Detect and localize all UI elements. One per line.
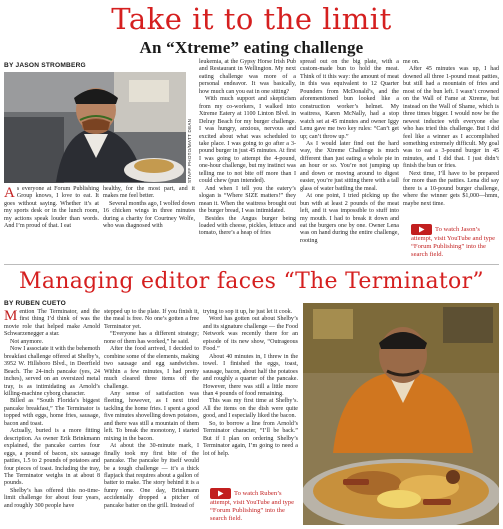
article1-column-2: [103, 186, 195, 231]
article1-promo-text: To watch Jason’s attempt, visit YouTube and type “Forum Publishing” into the search field.: [411, 226, 496, 258]
article2-col3-paragraph: trying to sop it up, he just let it cook.: [203, 309, 293, 315]
article1-col3-paragraph: And when I tell you the eatery’s slogan is “Where SIZE matters!” they mean it. When the waitress brought out the burger bread, I was intimidated.: [199, 185, 296, 215]
article1-col1-paragraph: As everyone at Forum Publishing Group knows, I love to eat. It goes without saying. Whether it’s at my sports desk or in the lunch room, my actions speak louder than words. And I’m proud of that. I eat: [4, 185, 99, 230]
youtube-icon: [210, 488, 231, 499]
article2-col2-paragraph: “Everyone has a different strategy; none of them has worked,” he said.: [104, 331, 199, 345]
article1-col2-paragraph: Several months ago, I wolfed down 16 chicken wings in three minutes during a charity for Courtney Wolfe, who was diagnosed with: [103, 200, 195, 230]
section-divider: [4, 264, 499, 265]
article2-col3-paragraph: About 40 minutes in, I threw in the towel. I finished the eggs, toast, sausage, bacon, about half the potatoes and roughly a quarter of the pancake. However, there was still a little more than 4 pounds of food remaining.: [203, 353, 298, 397]
article1-column-5: [403, 59, 499, 208]
article2-col2-paragraph: After the food arrived, I decided to combine some of the elements, making two sausage and egg sandwiches. Within a few minutes, I had pretty much cleared three items off the challenge.: [104, 346, 199, 390]
article1-col2-paragraph: healthy, for the most part, and it makes me feel better.: [103, 186, 195, 200]
article2-col1-paragraph: Mention The Terminator, and the first thing I’d think of was the movie role that helped make Arnold Schwarzenegger a star.: [4, 308, 100, 338]
article2-col2-paragraph: At about the 30-minute mark, I finally took my first bite of the pancake. The pancake by itself would be a tough challenge — it’s a thick flapjack that requires about a gallon of batter to make. The story behind it is a funny one. One day, Brinkmann accidentally dropped a pitcher of pancake batter on the grill. Instead of: [104, 443, 199, 509]
article2-col3-paragraph: So, to borrow a line from Arnold’s Terminator character, “I’ll be back.” But if I plan on ordering Shelby’s Terminator again, I’m going to need a lot of help.: [203, 420, 298, 457]
article2-photo: [303, 303, 499, 525]
article2-col1-paragraph: Actually, buried is a more fitting description. As owner Erik Brinkmann explained, the pancake carries four eggs, a pound of bacon, six sausage patties, 1.5 to 2 pounds of potatoes and four pieces of toast. Including the tray, The Terminator weighs in at about 8 pounds.: [4, 428, 100, 487]
article2-byline: BY RUBEN CUETO: [4, 300, 66, 307]
article1-photo-credit: STAFF PHOTO/MATT DEAN: [187, 118, 192, 183]
article2-video-promo: [210, 488, 298, 523]
article1-col4-paragraph: At one point, I tried picking up the bun with at least 2 pounds of the meat left, and it was impossible to stuff into my mouth. I had to break it down and eat the burgers one by one. Owner Lena was on hand during the entire challenge, rooting: [300, 193, 399, 244]
terminator-pancake-photo: [303, 303, 499, 525]
article1-col5-paragraph: me on.: [403, 59, 420, 65]
article1-video-promo: [411, 224, 499, 259]
article1-drop-cap: A: [4, 185, 15, 201]
article1-col5-paragraph: After 45 minutes was up, I had downed all three 1-pound meat patties, but still had a mountain of fries and most of the bun left. I wasn’t crowned on the Wall of Fame at Xtreme, but instead on the Wall of Shame, which is three times bigger. I would now be the newest inductee with everyone else who has tried this challenge. But I did feel like a winner as I accomplished something extremely difficult. My goal was to eat a 3-pound burger in 45 minutes, and I did that. I just didn’t finish the bun or fries.: [403, 66, 499, 170]
article2-drop-cap: M: [4, 308, 18, 324]
article1-photo: [4, 72, 186, 183]
article2-column-2: [104, 309, 199, 510]
article2-column-3: [203, 309, 298, 458]
article1-col5-paragraph: Next time, I’ll have to be prepared for more than the patties. Lena did say there is a 10-pound burger challenge, where the winner gets $1,000—hmm, maybe next time.: [403, 170, 499, 207]
article1-col4-paragraph: As I would later find out the hard way, the Xtreme Challenge is much different than just eating a whole pie in an hour or so. You’re not jumping up and down or moving around to digest easier, you’re just sitting there with a tall glass of water battling the meal.: [300, 140, 399, 192]
article2-headline: Managing editor faces “The Terminator”: [19, 269, 484, 294]
article1-byline: BY JASON STROMBERG: [4, 62, 86, 69]
article2-col1-paragraph: Not anymore.: [10, 338, 44, 345]
article1-col3-paragraph: leukemia, at the Gypsy Horse Irish Pub and Restaurant in Wellington. My next eating challenge was more of a personal endeavor. It was basically, how much can you eat in one sitting?: [199, 59, 296, 95]
youtube-icon: [411, 224, 432, 235]
article2-col1-paragraph: Shelby’s has offered this no-time-limit challenge for about four years, and roughly 300 people have: [4, 487, 100, 509]
article1-col3-paragraph: Besides the Angus burger being loaded with cheese, pickles, lettuce and tomato, there’s a heap of fries: [199, 215, 296, 237]
article1-column-4: [300, 59, 399, 245]
article2-col3-paragraph: Word has gotten out about Shelby’s and its signature challenge — the Food Network was recently there for an episode of its new show, “Outrageous Food.”: [203, 316, 298, 353]
article1-column-3: [199, 59, 296, 238]
article2-col2-paragraph: Any sense of satisfaction was fleeting, however, as I next tried tackling the home fries. I spent a good five minutes shovelling down potatoes, and there was still a mountain of them left. To break the monotony, I started mixing in the bacon.: [104, 390, 199, 442]
article1-subhead: An “Xtreme” eating challenge: [139, 38, 364, 57]
article2-col1-paragraph: Now I associate it with the behemoth breakfast challenge offered at Shelby’s, 3952 W. Hillsboro Blvd., in Deerfield Beach. The 24-inch pancake (yes, 24 inches), served on an oversized metal tray, is as intimidating as Arnold’s killing-machine cyborg character.: [4, 346, 101, 397]
burger-eater-photo: [4, 72, 186, 183]
article2-col3-paragraph: This was my first time at Shelby’s. All the items on the dish were quite good, and I especially liked the bacon.: [203, 398, 298, 420]
article2-column-1: [4, 309, 100, 510]
article2-col2-paragraph: stepped up to the plate. If you finish it, the meal is free. No one’s gotten a free Terminator yet.: [104, 309, 199, 330]
article1-col3-paragraph: With much support and skepticism from my co-workers, I walked into Xtreme Eatery at 1100 Linton Blvd. in Delray Beach for my burger challenge. I was hungry, anxious, nervous and excited about what was scheduled to take place. I was going to go after a 3-pound burger in just 45 minutes. At first I was going to attempt the 4-pound, one-hour challenge, but my instinct was telling me to not bite off more than I could chew (pun intended).: [199, 96, 296, 185]
article1-col4-paragraph: spread out on the big plate, with a custom-made bun to hold the meat. Think of it this way: the amount of meat in this was equivalent to 12 Quarter Pounders from McDonald’s, and the aforementioned bun looked like a construction worker’s helmet. My waitress, Karen McNally, had a stop watch set at 45 minutes and owner Iggy Lenu gave me two key rules: “Can’t get up; can’t throw up.”: [300, 59, 399, 140]
article1-headline: Take it to the limit: [111, 2, 392, 36]
article2-col1-paragraph: Billed as “South Florida’s biggest pancake breakfast,” The Terminator is topped with eggs, home fries, sausage, bacon and toast.: [4, 398, 100, 427]
article2-promo-text: To watch Ruben’s attempt, visit YouTube and type “Forum Publishing” into the search field.: [210, 490, 295, 522]
article1-column-1: [4, 186, 99, 231]
